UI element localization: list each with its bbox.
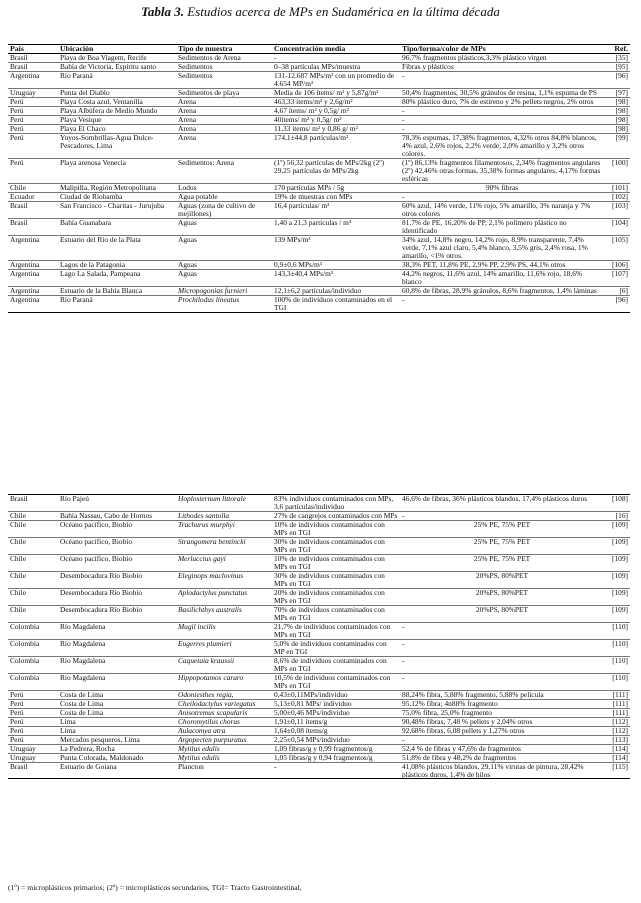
cell-tipo-forma-color: 92,68% fibras, 6,08 pellets y 1,27% otros [400, 726, 604, 735]
cell-ubicacion: Océano pacífico, Biobío [58, 520, 176, 537]
table-row [8, 735, 630, 744]
cell-tipo-muestra: Odontesthes regia, [176, 690, 272, 699]
table-row [8, 673, 630, 690]
cell-concentracion: 143,3±40,4 MPs/m³ [272, 270, 400, 287]
cell-ubicacion: Río Magdalena [58, 656, 176, 673]
cell-tipo-forma-color: 95,12% fibra; 4n88% fragmento [400, 699, 604, 708]
cell-ubicacion: Costa de Lima [58, 708, 176, 717]
cell-tipo-forma-color: 25% PE, 75% PET [400, 554, 604, 571]
cell-pais: Perú [8, 690, 58, 699]
cell-tipo-muestra: Sedimentos [176, 72, 272, 89]
cell-pais: Perú [8, 726, 58, 735]
cell-tipo-muestra: Aguas [176, 270, 272, 287]
header-ubicacion: Ubicación [58, 45, 176, 54]
table-row [8, 537, 630, 554]
cell-tipo-muestra: Argopecten purpuratus [176, 735, 272, 744]
cell-pais: Perú [8, 134, 58, 159]
cell-pais: Argentina [8, 261, 58, 270]
cell-ubicacion: Océano pacífico, Biobío [58, 537, 176, 554]
cell-pais: Uruguay [8, 89, 58, 98]
cell-ubicacion: Malipilla, Región Metropolitana [58, 184, 176, 193]
cell-ubicacion: Desembocadura Río Biobío [58, 571, 176, 588]
table-body-part-2 [8, 495, 630, 779]
cell-concentracion: - [272, 762, 400, 779]
cell-tipo-forma-color: 41,08% plásticos blandos, 29,11% virutas de pintura, 28,42% plásticos duros, 1,4% de hilos [400, 762, 604, 779]
cell-ref: [98] [604, 98, 630, 107]
cell-ref: [111] [604, 708, 630, 717]
cell-tipo-forma-color: 78,3% espumas, 17,38% fragmentos, 4,32% otros 84,8% blancos, 4% azul, 2,6% rojos, 2,2% verde, 2,0% amarillo y 3,2% otros colores. [400, 134, 604, 159]
cell-pais: Brasil [8, 495, 58, 512]
cell-concentracion: 11,33 ítems/ m² y 0,86 g/ m² [272, 125, 400, 134]
cell-ubicacion: La Pedrera, Rocha [58, 744, 176, 753]
cell-ubicacion: Lima [58, 726, 176, 735]
cell-ref: [103] [604, 202, 630, 219]
table-row [8, 219, 630, 236]
cell-concentracion: 30% de individuos contaminados con MPs en TGI [272, 571, 400, 588]
cell-pais: Argentina [8, 236, 58, 261]
table-body-part-1 [8, 54, 630, 313]
header-ref: Ref. [604, 45, 630, 54]
cell-tipo-muestra: Aguas (zona de cultivo de mejillones) [176, 202, 272, 219]
table-row [8, 202, 630, 219]
cell-tipo-muestra: Trachurus murphyi [176, 520, 272, 537]
cell-concentracion: - [272, 54, 400, 63]
cell-pais: Argentina [8, 286, 58, 295]
cell-tipo-forma-color: Fibras y plásticos [400, 63, 604, 72]
cell-ubicacion: San Francisco - Charitas - Jurujuba [58, 202, 176, 219]
cell-concentracion: 0–38 partículas MPs/muestra [272, 63, 400, 72]
cell-tipo-muestra: Plancton [176, 762, 272, 779]
cell-ubicacion: Bahía de Victoria, Espíritu santo [58, 63, 176, 72]
cell-ref: [107] [604, 270, 630, 287]
cell-ubicacion: Playa arenosa Venecia [58, 159, 176, 184]
cell-ref: [111] [604, 699, 630, 708]
cell-concentracion: 1,40 a 21,3 partículas / m³ [272, 219, 400, 236]
cell-tipo-muestra: Sedimentos de playa [176, 89, 272, 98]
cell-pais: Ecuador [8, 193, 58, 202]
cell-tipo-muestra: Arena [176, 98, 272, 107]
cell-tipo-forma-color: 90% fibras [400, 184, 604, 193]
cell-pais: Chile [8, 588, 58, 605]
cell-concentracion: 100% de individuos contaminados en el TGI [272, 295, 400, 312]
cell-ref: [102] [604, 193, 630, 202]
cell-tipo-muestra: Mytilus edulis [176, 744, 272, 753]
cell-ubicacion: Lagos de la Patagonia [58, 261, 176, 270]
cell-tipo-muestra: Arena [176, 107, 272, 116]
cell-ref: [101] [604, 184, 630, 193]
cell-ref: [109] [604, 554, 630, 571]
cell-ref: [109] [604, 571, 630, 588]
table-row [8, 554, 630, 571]
cell-tipo-forma-color: 20%PS, 80%PET [400, 571, 604, 588]
cell-tipo-forma-color: 34% azul, 14,8% negro, 14,2% rojo, 8,9% transparente, 7,4% verde, 7,1% azul claro, 5,4% blanco, 3,5% gris, 2,4% rosa, 1% amarillo, <1% otros. [400, 236, 604, 261]
cell-ubicacion: Río Paraná [58, 295, 176, 312]
cell-ref: [110] [604, 622, 630, 639]
studies-table-part-1 [8, 44, 630, 313]
cell-tipo-forma-color: - [400, 107, 604, 116]
cell-tipo-muestra: Hoplosternum littorale [176, 495, 272, 512]
cell-ubicacion: Bahía Guanabara [58, 219, 176, 236]
cell-tipo-forma-color: 51,8% de fibra y 48,2% de fragmentos [400, 753, 604, 762]
cell-pais: Uruguay [8, 753, 58, 762]
table-row [8, 726, 630, 735]
cell-ref: [110] [604, 656, 630, 673]
cell-tipo-muestra: Sedimentos [176, 63, 272, 72]
cell-pais: Perú [8, 717, 58, 726]
cell-tipo-forma-color: - [400, 656, 604, 673]
cell-concentracion: 10% de individuos contaminados con MPs en TGI [272, 520, 400, 537]
cell-concentracion: 5,0% de individuos contaminados con MP en TGI [272, 639, 400, 656]
cell-ref: [97] [604, 89, 630, 98]
cell-pais: Perú [8, 98, 58, 107]
cell-ref: [110] [604, 639, 630, 656]
cell-pais: Perú [8, 125, 58, 134]
cell-tipo-muestra: Arena [176, 134, 272, 159]
cell-tipo-muestra: Arena [176, 116, 272, 125]
table-row [8, 571, 630, 588]
cell-ref: [100] [604, 159, 630, 184]
table-label: Tabla 3. [141, 4, 185, 19]
table-row [8, 116, 630, 125]
cell-tipo-muestra: Anisotremus scapularis [176, 708, 272, 717]
cell-tipo-forma-color: - [400, 639, 604, 656]
cell-ubicacion: Estuario de la Bahía Blanca [58, 286, 176, 295]
cell-pais: Perú [8, 708, 58, 717]
cell-ubicacion: Desembocadura Río Biobío [58, 605, 176, 622]
cell-ubicacion: Playa El Chaco [58, 125, 176, 134]
cell-tipo-forma-color: 52,4 % de fibras y 47,6% de fragmentos [400, 744, 604, 753]
cell-ref: [109] [604, 520, 630, 537]
cell-concentracion: 70% de individuos contaminados con MPs en TGI [272, 605, 400, 622]
cell-tipo-forma-color: - [400, 735, 604, 744]
table-row [8, 261, 630, 270]
table-row [8, 125, 630, 134]
cell-tipo-forma-color: 38,3% PET, 11,8% PE, 2,9% PP, 2,9% PS, 44,1% otros [400, 261, 604, 270]
cell-ref: [115] [604, 762, 630, 779]
table-row [8, 605, 630, 622]
cell-concentracion: 463,33 ítems/m² y 2,6g/m² [272, 98, 400, 107]
cell-ref: [6] [604, 286, 630, 295]
cell-ref: [98] [604, 125, 630, 134]
header-pais: País [8, 45, 58, 54]
cell-concentracion: 4,67 ítems/ m² y 0,5g/ m² [272, 107, 400, 116]
cell-tipo-muestra: Prochilodus lineatus [176, 295, 272, 312]
cell-ref: [106] [604, 261, 630, 270]
cell-tipo-muestra: Mytilus edulis [176, 753, 272, 762]
cell-ref: [109] [604, 588, 630, 605]
table-row [8, 89, 630, 98]
cell-concentracion: 5,00±0,46 MPs/individuo [272, 708, 400, 717]
cell-ubicacion: Río Magdalena [58, 622, 176, 639]
cell-pais: Argentina [8, 72, 58, 89]
table-title: Estudios acerca de MPs en Sudamérica en la última década [187, 4, 500, 19]
cell-ref: [114] [604, 753, 630, 762]
cell-concentracion: 170 partículas MPs / 5g [272, 184, 400, 193]
cell-tipo-forma-color: 50,4% fragmentos, 30,5% gránulos de resina, 1,1% espuma de PS [400, 89, 604, 98]
cell-ref: [35] [604, 54, 630, 63]
cell-tipo-forma-color: 46,6% de fibras, 36% plásticos blandos, 17,4% plásticos duros [400, 495, 604, 512]
cell-ubicacion: Río Magdalena [58, 639, 176, 656]
cell-tipo-muestra: Merluccius gayi [176, 554, 272, 571]
cell-concentracion: 8,6% de individuos contaminados con MPs en TGI [272, 656, 400, 673]
cell-tipo-muestra: Eleginops maclovinus [176, 571, 272, 588]
cell-tipo-forma-color: 60% azul, 14% verde, 11% rojo, 5% amarillo, 3% naranja y 7% otros colores [400, 202, 604, 219]
cell-concentracion: 10% de individuos contaminados con MPs en TGI [272, 554, 400, 571]
cell-pais: Chile [8, 537, 58, 554]
cell-concentracion: Media de 106 ítems/ m² y 5,87g/m² [272, 89, 400, 98]
cell-tipo-forma-color: - [400, 622, 604, 639]
cell-tipo-forma-color: 25% PE, 75% PET [400, 520, 604, 537]
cell-tipo-muestra: Lithodes santolla [176, 511, 272, 520]
cell-pais: Colombia [8, 673, 58, 690]
cell-tipo-forma-color: 81,7% de PE, 16,20% de PP, 2,1% polímero plástico no identificado [400, 219, 604, 236]
table-row [8, 134, 630, 159]
cell-concentracion: (1º) 56,32 partículas de MPs/2kg (2º) 29,25 partículas de MPs/2kg [272, 159, 400, 184]
cell-ubicacion: Costa de Lima [58, 690, 176, 699]
cell-tipo-forma-color: - [400, 116, 604, 125]
table-row [8, 511, 630, 520]
table-row [8, 72, 630, 89]
table-row [8, 236, 630, 261]
cell-ubicacion: Yuyos-Sombrillas-Agua Dulce-Pescadores, Lima [58, 134, 176, 159]
cell-tipo-forma-color: 75,0% fibra, 25,0% fragmento [400, 708, 604, 717]
cell-pais: Argentina [8, 295, 58, 312]
cell-ubicacion: Mercados pesqueros, Lima [58, 735, 176, 744]
header-tipo-muestra: Tipo de muestra [176, 45, 272, 54]
cell-tipo-forma-color: 25% PE, 75% PET [400, 537, 604, 554]
table-row [8, 690, 630, 699]
cell-tipo-forma-color: - [400, 511, 604, 520]
cell-tipo-muestra: Sedimentos: Arena [176, 159, 272, 184]
cell-ref: [109] [604, 537, 630, 554]
table-row [8, 193, 630, 202]
cell-tipo-muestra: Hippopotamos cararo [176, 673, 272, 690]
cell-tipo-forma-color: 90,48% fibras, 7,48 % pellets y 2,04% otros [400, 717, 604, 726]
cell-concentracion: 19% de muestras con MPs [272, 193, 400, 202]
cell-ubicacion: Río Magdalena [58, 673, 176, 690]
cell-ref: [99] [604, 134, 630, 159]
cell-pais: Perú [8, 699, 58, 708]
cell-tipo-muestra: Strangomera bentincki [176, 537, 272, 554]
cell-ref: [96] [604, 295, 630, 312]
cell-ubicacion: Océano pacífico, Biobío [58, 554, 176, 571]
cell-ubicacion: Desembocadura Río Biobío [58, 588, 176, 605]
cell-ubicacion: Playa Costa azul, Ventanilla [58, 98, 176, 107]
cell-concentracion: 1,05 fibras/g y 0,94 fragmentos/g [272, 753, 400, 762]
cell-pais: Chile [8, 184, 58, 193]
cell-ubicacion: Estuario de Goiana [58, 762, 176, 779]
cell-pais: Perú [8, 107, 58, 116]
cell-ref: [112] [604, 726, 630, 735]
cell-ref: [111] [604, 690, 630, 699]
cell-ref: [110] [604, 673, 630, 690]
cell-pais: Colombia [8, 639, 58, 656]
cell-ubicacion: Costa de Lima [58, 699, 176, 708]
cell-tipo-forma-color: - [400, 673, 604, 690]
cell-tipo-muestra: Lodos [176, 184, 272, 193]
cell-concentracion: 1,91±0,11 ítems/g [272, 717, 400, 726]
table-row [8, 656, 630, 673]
table-row [8, 286, 630, 295]
table-row [8, 54, 630, 63]
cell-ubicacion: Punta Colorada, Maldonado [58, 753, 176, 762]
cell-ref: [104] [604, 219, 630, 236]
cell-pais: Chile [8, 571, 58, 588]
cell-tipo-muestra: Agua potable [176, 193, 272, 202]
cell-pais: Brasil [8, 219, 58, 236]
table-row [8, 520, 630, 537]
cell-tipo-muestra: Micropogonias furnieri [176, 286, 272, 295]
cell-concentracion: 21,7% de individuos contaminados con MPs en TGI [272, 622, 400, 639]
table-row [8, 717, 630, 726]
cell-tipo-muestra: Arena [176, 125, 272, 134]
cell-concentracion: 40ítems/ m² y 0,5g/ m² [272, 116, 400, 125]
cell-tipo-muestra: Aulacomya atra [176, 726, 272, 735]
cell-ref: [105] [604, 236, 630, 261]
table-row [8, 98, 630, 107]
header-concentracion: Concentración media [272, 45, 400, 54]
cell-pais: Brasil [8, 63, 58, 72]
cell-ubicacion: Playa Albúfera de Medio Mundo [58, 107, 176, 116]
table-row [8, 753, 630, 762]
cell-tipo-muestra: Eugerres plumieri [176, 639, 272, 656]
table-caption [0, 4, 641, 20]
cell-ubicacion: Río Pajeú [58, 495, 176, 512]
cell-tipo-forma-color: 20%PS, 80%PET [400, 588, 604, 605]
cell-concentracion: 1,09 fibras/g y 0,99 fragmentos/g [272, 744, 400, 753]
cell-tipo-muestra: Aguas [176, 261, 272, 270]
cell-pais: Chile [8, 520, 58, 537]
table-row [8, 744, 630, 753]
cell-ubicacion: Río Paraná [58, 72, 176, 89]
cell-tipo-forma-color: - [400, 295, 604, 312]
cell-tipo-muestra: Aplodactylus punctatus [176, 588, 272, 605]
cell-ref: [109] [604, 605, 630, 622]
cell-concentracion: 0,9±0,6 MPs/m³ [272, 261, 400, 270]
table-row [8, 295, 630, 312]
cell-concentracion: 30% de individuos contaminados con MPs en TGI [272, 537, 400, 554]
cell-ubicacion: Playa Vesique [58, 116, 176, 125]
cell-tipo-muestra: Sedimentos de Arena [176, 54, 272, 63]
table-row [8, 63, 630, 72]
cell-tipo-muestra: Cheilodactylus variegatus [176, 699, 272, 708]
cell-ref: [98] [604, 107, 630, 116]
cell-concentracion: 10,5% de individuos contaminados con MPs en TGI [272, 673, 400, 690]
cell-concentracion: 131-12.687 MPs/m² con un promedio de 4.654 MP/m² [272, 72, 400, 89]
table-footnote: (1º) = microplásticos primarios; (2º) = microplásticos secundarios, TGI= Tracto Gastrointestinal, [8, 883, 302, 892]
cell-ubicacion: Estuario del Río de la Plata [58, 236, 176, 261]
cell-ref: [113] [604, 735, 630, 744]
table-row [8, 708, 630, 717]
cell-tipo-muestra: Caquetaia kraussii [176, 656, 272, 673]
cell-ubicacion: Lima [58, 717, 176, 726]
cell-tipo-forma-color: - [400, 72, 604, 89]
cell-concentracion: 2,25±0,54 MPs/individuo [272, 735, 400, 744]
table-row [8, 622, 630, 639]
cell-concentracion: 139 MPs/m³ [272, 236, 400, 261]
cell-ubicacion: Lago La Salada, Pampeana [58, 270, 176, 287]
cell-pais: Colombia [8, 656, 58, 673]
cell-ref: [16] [604, 511, 630, 520]
cell-ubicacion: Playa de Boa Viagem, Recife [58, 54, 176, 63]
cell-tipo-forma-color: 60,8% de fibras, 28,9% gránulos, 8,6% fragmentos, 1,4% láminas [400, 286, 604, 295]
cell-tipo-muestra: Basilichthys australis [176, 605, 272, 622]
cell-pais: Chile [8, 511, 58, 520]
table-row [8, 107, 630, 116]
cell-tipo-forma-color: 20%PS, 80%PET [400, 605, 604, 622]
cell-tipo-forma-color: - [400, 193, 604, 202]
studies-table-part-2 [8, 494, 630, 779]
table-row [8, 495, 630, 512]
cell-tipo-muestra: Aguas [176, 219, 272, 236]
table-row [8, 699, 630, 708]
cell-pais: Chile [8, 605, 58, 622]
cell-ubicacion: Bahía Nassau, Cabo de Hornos [58, 511, 176, 520]
cell-ref: [98] [604, 116, 630, 125]
cell-ref: [114] [604, 744, 630, 753]
cell-pais: Brasil [8, 54, 58, 63]
cell-ref: [112] [604, 717, 630, 726]
cell-tipo-forma-color: 88,24% fibra, 5,88% fragmento, 5,88% película [400, 690, 604, 699]
cell-ubicacion: Punta del Diablo [58, 89, 176, 98]
cell-pais: Colombia [8, 622, 58, 639]
cell-tipo-muestra: Mugil incilis [176, 622, 272, 639]
cell-tipo-forma-color: 80% plástico duro, 7% de estireno y 2% pellets negros, 2% otros [400, 98, 604, 107]
cell-concentracion: 16,4 partículas/ m³ [272, 202, 400, 219]
table-header-row [8, 45, 630, 54]
cell-tipo-forma-color: 44,2% negros, 11,6% azul, 14% amarillo, 11,6% rojo, 18,6% blanco [400, 270, 604, 287]
cell-ref: [108] [604, 495, 630, 512]
cell-ubicacion: Ciudad de Riobamba [58, 193, 176, 202]
cell-concentracion: 5,13±0,81 MPs/ individuo [272, 699, 400, 708]
cell-tipo-forma-color: (1º) 86,13% fragmentos filamentosos, 2,34% fragmentos angulares (2º) 42,46% otras formas, 35,38% formas angulares, 4,17% formas esféricas [400, 159, 604, 184]
cell-concentracion: 27% de cangrejos contaminados con MPs [272, 511, 400, 520]
cell-pais: Perú [8, 116, 58, 125]
table-row [8, 762, 630, 779]
header-tipo-forma-color: Tipo/forma/color de MPs [400, 45, 604, 54]
cell-tipo-muestra: Choromytilus chorus [176, 717, 272, 726]
cell-ref: [95] [604, 63, 630, 72]
cell-concentracion: 1,64±0,08 ítems/g [272, 726, 400, 735]
cell-tipo-forma-color: - [400, 125, 604, 134]
cell-concentracion: 20% de individuos contaminados con MPs en TGI [272, 588, 400, 605]
cell-concentracion: 174,1±44,8 partículas/m² [272, 134, 400, 159]
cell-pais: Brasil [8, 202, 58, 219]
table-row [8, 159, 630, 184]
cell-pais: Uruguay [8, 744, 58, 753]
cell-tipo-muestra: Aguas [176, 236, 272, 261]
cell-concentracion: 83% individuos contaminados con MPs, 3,6 partículas/individuo [272, 495, 400, 512]
cell-pais: Brasil [8, 762, 58, 779]
cell-concentracion: 12,1±6,2 partículas/individuo [272, 286, 400, 295]
cell-pais: Chile [8, 554, 58, 571]
table-row [8, 639, 630, 656]
cell-pais: Perú [8, 159, 58, 184]
cell-pais: Argentina [8, 270, 58, 287]
table-row [8, 184, 630, 193]
cell-ref: [96] [604, 72, 630, 89]
table-row [8, 588, 630, 605]
table-row [8, 270, 630, 287]
cell-pais: Perú [8, 735, 58, 744]
cell-concentracion: 0,43±0,11MPs/individuo [272, 690, 400, 699]
cell-tipo-forma-color: 96,7% fragmentos plásticos,3,3% plástico virgen [400, 54, 604, 63]
